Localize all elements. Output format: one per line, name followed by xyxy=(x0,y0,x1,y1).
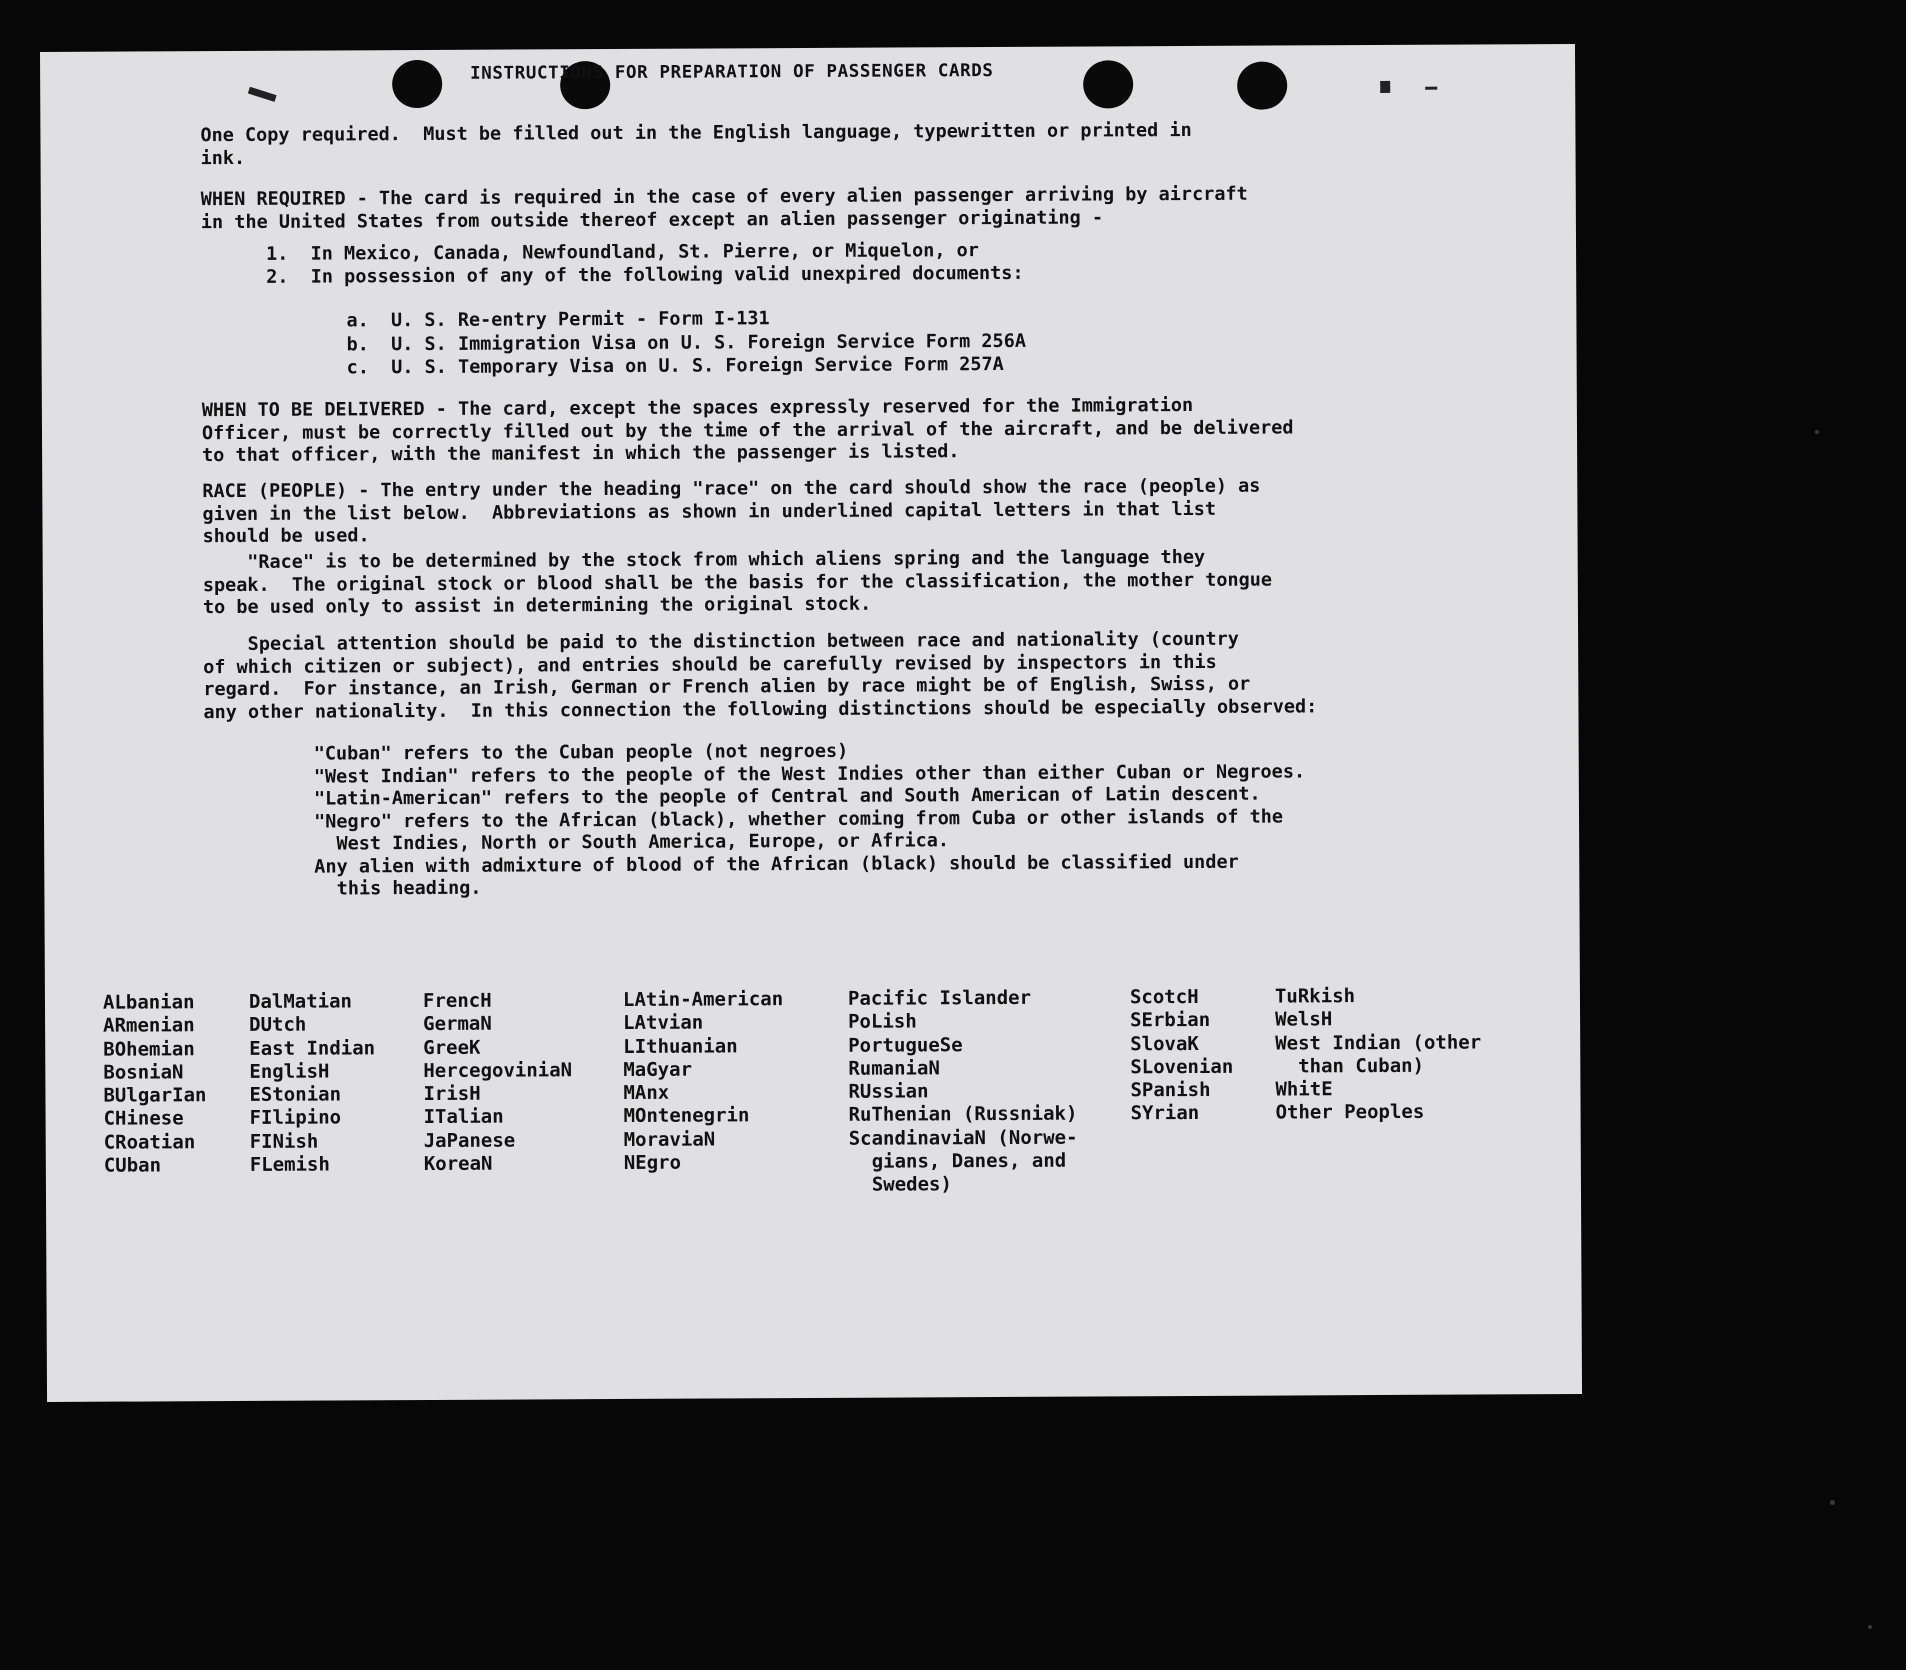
race-entry: WhitE xyxy=(1275,1078,1333,1101)
race-entry: Swedes) xyxy=(848,1173,952,1197)
ink-mark xyxy=(1425,87,1437,90)
race-entry: than Cuban) xyxy=(1275,1054,1425,1078)
race-column-4 xyxy=(623,988,784,1175)
race-entry: RumaniaN xyxy=(848,1057,940,1080)
numbered-item-1: 1. In Mexico, Canada, Newfoundland, St. Pierre, or Miquelon, or xyxy=(266,240,979,265)
race-entry: DUtch xyxy=(249,1013,307,1037)
race-entry: NEgro xyxy=(623,1151,682,1175)
race-entry: LAtvian xyxy=(623,1011,704,1035)
race-entry: RUssian xyxy=(848,1080,929,1103)
document-item-a: a. U. S. Re-entry Permit - Form I-131 xyxy=(346,308,770,332)
paragraph-race: RACE (PEOPLE) - The entry under the heading "race" on the card should show the race (people) as given in the list below. Abbreviations as shown in underlined capital letters in that list should be used. xyxy=(202,475,1261,548)
race-entry: SPanish xyxy=(1130,1079,1211,1102)
race-entry: ScandinaviaN (Norwe- xyxy=(848,1126,1078,1150)
document-page xyxy=(40,44,1582,1402)
race-entry: SYrian xyxy=(1130,1102,1200,1125)
ink-mark xyxy=(1380,81,1390,93)
race-entry: SErbian xyxy=(1130,1009,1211,1032)
race-entry: LAtin-American xyxy=(622,988,784,1011)
punch-hole xyxy=(1237,61,1287,109)
race-entry: RuThenian (Russniak) xyxy=(848,1103,1078,1127)
race-entry: CUban xyxy=(103,1154,162,1177)
race-entry: gians, Danes, and xyxy=(848,1149,1067,1173)
race-column-3 xyxy=(423,989,573,1176)
race-entry: FrencH xyxy=(422,989,492,1013)
race-column-6 xyxy=(1130,986,1234,1126)
race-entry: ALbanian xyxy=(102,991,195,1014)
race-entry: SlovaK xyxy=(1130,1032,1199,1055)
ink-mark xyxy=(248,87,277,102)
race-entry: KoreaN xyxy=(423,1152,493,1176)
race-column-1 xyxy=(103,991,207,1178)
race-entry: MaGyar xyxy=(623,1058,693,1081)
dust-speck xyxy=(1868,1625,1872,1629)
race-entry: ARmenian xyxy=(103,1014,195,1037)
race-entry: BOhemian xyxy=(103,1037,195,1061)
race-entry: FLemish xyxy=(249,1153,330,1176)
distinctions-list: "Cuban" refers to the Cuban people (not negroes) "West Indian" refers to the people of the West Indies other than either Cuban or Negroes. "Latin-American" refers to the people of Central and South American of Latin descent. "Negro" refers to the African (black), whether coming from Cuba or other islands of the West Indies, North or South America, Europe, or Africa. Any alien with admixture of blood of the African (black) should be classified under this heading. xyxy=(313,740,1306,900)
punch-hole xyxy=(392,60,442,108)
race-entry: CRoatian xyxy=(103,1130,196,1154)
race-entry: PoLish xyxy=(848,1010,917,1034)
race-entry: Other Peoples xyxy=(1275,1101,1425,1125)
race-column-7 xyxy=(1275,984,1482,1125)
race-entry: MAnx xyxy=(623,1081,670,1105)
race-entry: GreeK xyxy=(423,1036,481,1059)
race-entry: MoraviaN xyxy=(623,1128,716,1151)
numbered-item-2: 2. In possession of any of the following valid unexpired documents: xyxy=(266,262,1024,288)
race-entry: FINish xyxy=(249,1130,319,1153)
race-entry: SLovenian xyxy=(1130,1055,1234,1079)
paragraph-copy: One Copy required. Must be filled out in the English language, typewritten or printed in ink. xyxy=(200,119,1192,169)
race-entry: East Indian xyxy=(249,1036,376,1060)
race-column-5 xyxy=(848,987,1078,1198)
paragraph-race-definition: "Race" is to be determined by the stock from which aliens spring and the language they speak. The original stock or blood shall be the basis for the classification, the mother tongue to be used only to assist in determining the original stock. xyxy=(202,546,1273,619)
race-entry: BosniaN xyxy=(103,1061,184,1084)
race-entry: Pacific Islander xyxy=(847,986,1032,1010)
race-entry: PortugueSe xyxy=(848,1033,963,1057)
race-entry: DalMatian xyxy=(248,990,352,1013)
race-entry: TuRkish xyxy=(1274,985,1356,1008)
race-entry: HercegoviniaN xyxy=(423,1059,573,1082)
document-item-b: b. U. S. Immigration Visa on U. S. Foreign Service Form 256A xyxy=(346,330,1027,356)
paragraph-when-required: WHEN REQUIRED - The card is required in the case of every alien passenger arriving by aircraft in the United States from outside thereof except an alien passenger originating - xyxy=(200,183,1248,233)
document-title: INSTRUCTIONS FOR PREPARATION OF PASSENGER CARDS xyxy=(470,61,994,84)
race-entry: West Indian (other xyxy=(1275,1031,1482,1055)
punch-hole xyxy=(1083,60,1133,108)
paragraph-special-attention: Special attention should be paid to the distinction between race and nationality (country of which citizen or subject), and entries should be carefully revised by inspectors in this regard. For instance, an Irish, German or French alien by race might be of English, Swiss, or any other nationality. In this connection the following distinctions should be especially observed: xyxy=(203,628,1318,723)
race-entry: IrisH xyxy=(423,1082,481,1106)
document-item-c: c. U. S. Temporary Visa on U. S. Foreign Service Form 257A xyxy=(346,353,1004,379)
race-entry: EStonian xyxy=(249,1083,342,1107)
race-entry: JaPanese xyxy=(423,1129,516,1152)
race-entry: ITalian xyxy=(423,1106,504,1129)
race-entry: EnglisH xyxy=(249,1060,330,1083)
race-entry: WelsH xyxy=(1275,1008,1333,1031)
race-entry: FIlipino xyxy=(249,1106,342,1130)
race-entry: ScotcH xyxy=(1129,985,1199,1009)
dust-speck xyxy=(1830,1500,1835,1505)
race-column-2 xyxy=(249,990,376,1177)
paragraph-when-delivered: WHEN TO BE DELIVERED - The card, except the spaces expressly reserved for the Immigration Officer, must be correctly filled out by the time of the arrival of the aircraft, and be delivered to that officer, with the manifest in which the passenger is listed. xyxy=(201,394,1294,467)
dust-speck xyxy=(1815,430,1819,434)
race-entry: CHinese xyxy=(103,1107,184,1131)
race-entry: BUlgarIan xyxy=(103,1084,207,1107)
race-entry: MOntenegrin xyxy=(623,1104,750,1128)
race-entry: LIthuanian xyxy=(623,1034,738,1058)
race-entry: GermaN xyxy=(423,1012,492,1036)
